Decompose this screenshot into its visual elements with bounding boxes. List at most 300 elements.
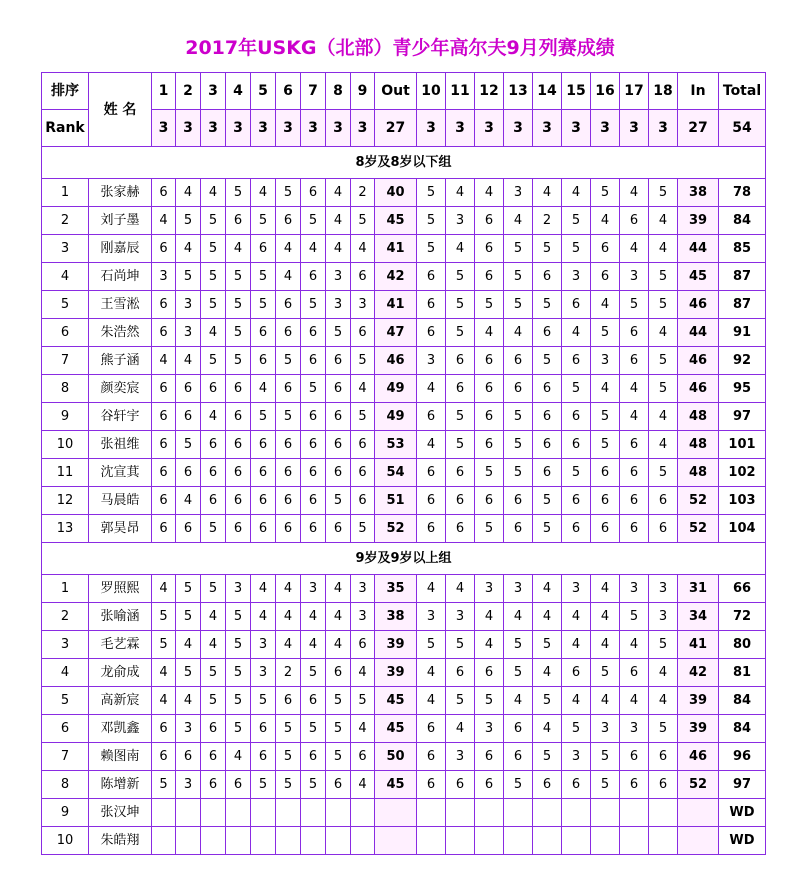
hole-score-cell: 4 xyxy=(649,403,678,431)
hole-score-cell: 5 xyxy=(446,319,475,347)
out-score-cell: 35 xyxy=(375,575,417,603)
hole-score-cell: 6 xyxy=(475,743,504,771)
hole-score-cell: 4 xyxy=(649,207,678,235)
hole-score-cell: 6 xyxy=(276,375,301,403)
rank-cell: 9 xyxy=(42,799,89,827)
hole-score-cell: 5 xyxy=(446,631,475,659)
hole-score-cell: 4 xyxy=(649,235,678,263)
hole-score-cell: 6 xyxy=(326,459,351,487)
hole-header: 14 xyxy=(533,73,562,110)
hole-score-cell: 3 xyxy=(417,603,446,631)
out-score-cell: 52 xyxy=(375,515,417,543)
table-row xyxy=(42,375,766,403)
hole-score-cell: 6 xyxy=(152,715,176,743)
player-name-cell: 谷轩宇 xyxy=(89,403,152,431)
hole-score-cell: 3 xyxy=(351,575,375,603)
hole-score-cell: 6 xyxy=(475,403,504,431)
hole-score-cell: 6 xyxy=(504,715,533,743)
hole-score-cell: 6 xyxy=(326,515,351,543)
hole-score-cell: 4 xyxy=(562,319,591,347)
hole-score-cell: 3 xyxy=(176,291,201,319)
hole-score-cell: 5 xyxy=(226,347,251,375)
hole-score-cell xyxy=(301,799,326,827)
hole-score-cell xyxy=(562,799,591,827)
out-score-cell: 45 xyxy=(375,771,417,799)
hole-score-cell: 5 xyxy=(649,179,678,207)
in-score-cell xyxy=(678,827,719,855)
hole-score-cell xyxy=(276,799,301,827)
hole-score-cell: 6 xyxy=(152,319,176,347)
hole-score-cell: 6 xyxy=(301,347,326,375)
par-cell: 3 xyxy=(326,110,351,147)
hole-score-cell: 5 xyxy=(504,403,533,431)
hole-score-cell xyxy=(226,799,251,827)
hole-score-cell: 5 xyxy=(326,487,351,515)
hole-score-cell: 5 xyxy=(562,459,591,487)
out-score-cell xyxy=(375,827,417,855)
hole-score-cell: 2 xyxy=(276,659,301,687)
hole-score-cell: 6 xyxy=(301,515,326,543)
hole-score-cell: 6 xyxy=(649,515,678,543)
hole-score-cell: 5 xyxy=(176,207,201,235)
hole-score-cell: 5 xyxy=(562,375,591,403)
hole-score-cell: 4 xyxy=(276,575,301,603)
hole-score-cell: 6 xyxy=(562,291,591,319)
hole-score-cell xyxy=(649,799,678,827)
hole-score-cell: 4 xyxy=(562,603,591,631)
hole-score-cell: 2 xyxy=(351,179,375,207)
hole-score-cell: 4 xyxy=(152,207,176,235)
hole-score-cell: 6 xyxy=(251,319,276,347)
total-score-cell: 84 xyxy=(719,687,766,715)
hole-score-cell: 6 xyxy=(152,235,176,263)
hole-score-cell: 4 xyxy=(591,575,620,603)
table-row xyxy=(42,603,766,631)
hole-score-cell: 5 xyxy=(351,687,375,715)
hole-score-cell: 4 xyxy=(562,179,591,207)
rank-cell: 10 xyxy=(42,827,89,855)
hole-score-cell: 4 xyxy=(152,347,176,375)
in-score-cell: 48 xyxy=(678,403,719,431)
hole-header: 6 xyxy=(276,73,301,110)
total-score-cell: 85 xyxy=(719,235,766,263)
hole-score-cell: 6 xyxy=(201,715,226,743)
hole-score-cell: 3 xyxy=(591,715,620,743)
table-row xyxy=(42,631,766,659)
hole-score-cell: 6 xyxy=(533,431,562,459)
in-score-cell: 31 xyxy=(678,575,719,603)
hole-score-cell: 3 xyxy=(562,743,591,771)
out-score-cell: 45 xyxy=(375,687,417,715)
hole-score-cell: 4 xyxy=(176,235,201,263)
total-score-cell: 104 xyxy=(719,515,766,543)
hole-score-cell: 4 xyxy=(504,319,533,347)
in-score-cell: 52 xyxy=(678,771,719,799)
hole-score-cell: 5 xyxy=(226,715,251,743)
hole-score-cell: 6 xyxy=(276,687,301,715)
hole-score-cell xyxy=(446,827,475,855)
hole-score-cell: 4 xyxy=(417,687,446,715)
hole-score-cell: 4 xyxy=(533,659,562,687)
hole-score-cell: 6 xyxy=(475,659,504,687)
rank-header-cn: 排序 xyxy=(42,73,89,110)
hole-score-cell: 4 xyxy=(326,631,351,659)
hole-header: 5 xyxy=(251,73,276,110)
in-score-cell: 45 xyxy=(678,263,719,291)
hole-score-cell: 6 xyxy=(446,771,475,799)
hole-score-cell: 4 xyxy=(591,375,620,403)
hole-score-cell: 6 xyxy=(620,771,649,799)
hole-score-cell: 6 xyxy=(176,459,201,487)
hole-score-cell: 4 xyxy=(591,207,620,235)
hole-score-cell: 6 xyxy=(351,487,375,515)
rank-cell: 5 xyxy=(42,687,89,715)
hole-score-cell: 5 xyxy=(446,291,475,319)
par-cell: 3 xyxy=(251,110,276,147)
hole-score-cell: 5 xyxy=(276,347,301,375)
hole-score-cell: 6 xyxy=(562,487,591,515)
par-cell: 3 xyxy=(504,110,533,147)
in-score-cell: 46 xyxy=(678,375,719,403)
hole-score-cell xyxy=(446,799,475,827)
hole-score-cell: 5 xyxy=(649,459,678,487)
hole-score-cell: 2 xyxy=(533,207,562,235)
hole-score-cell: 5 xyxy=(504,459,533,487)
par-cell: 3 xyxy=(591,110,620,147)
hole-score-cell: 5 xyxy=(251,403,276,431)
in-score-cell: 46 xyxy=(678,743,719,771)
out-score-cell: 50 xyxy=(375,743,417,771)
in-score-cell: 44 xyxy=(678,319,719,347)
hole-score-cell: 6 xyxy=(251,515,276,543)
hole-header: 3 xyxy=(201,73,226,110)
hole-score-cell: 4 xyxy=(276,235,301,263)
total-score-cell: 97 xyxy=(719,771,766,799)
par-out-cell: 27 xyxy=(375,110,417,147)
hole-score-cell: 6 xyxy=(152,291,176,319)
hole-score-cell: 5 xyxy=(176,603,201,631)
rank-cell: 2 xyxy=(42,603,89,631)
total-score-cell: 87 xyxy=(719,263,766,291)
table-row xyxy=(42,235,766,263)
hole-score-cell: 6 xyxy=(176,403,201,431)
hole-score-cell: 6 xyxy=(226,459,251,487)
out-score-cell: 45 xyxy=(375,207,417,235)
hole-score-cell: 3 xyxy=(326,291,351,319)
hole-score-cell xyxy=(152,799,176,827)
rank-cell: 11 xyxy=(42,459,89,487)
hole-score-cell: 4 xyxy=(301,235,326,263)
hole-score-cell: 4 xyxy=(251,179,276,207)
hole-score-cell: 5 xyxy=(152,631,176,659)
hole-score-cell: 4 xyxy=(152,659,176,687)
hole-score-cell: 6 xyxy=(475,431,504,459)
hole-score-cell: 6 xyxy=(475,263,504,291)
hole-score-cell xyxy=(591,799,620,827)
hole-score-cell xyxy=(201,799,226,827)
in-header: In xyxy=(678,73,719,110)
hole-score-cell: 5 xyxy=(562,235,591,263)
hole-score-cell: 6 xyxy=(533,771,562,799)
out-score-cell: 53 xyxy=(375,431,417,459)
hole-score-cell: 6 xyxy=(176,375,201,403)
hole-score-cell xyxy=(620,799,649,827)
hole-score-cell: 6 xyxy=(351,319,375,347)
hole-header: 10 xyxy=(417,73,446,110)
hole-score-cell: 4 xyxy=(351,235,375,263)
hole-score-cell xyxy=(562,827,591,855)
hole-header: 16 xyxy=(591,73,620,110)
hole-score-cell: 4 xyxy=(620,631,649,659)
hole-score-cell: 6 xyxy=(533,263,562,291)
hole-score-cell: 6 xyxy=(176,743,201,771)
hole-score-cell: 5 xyxy=(649,263,678,291)
in-score-cell: 38 xyxy=(678,179,719,207)
hole-score-cell: 4 xyxy=(620,179,649,207)
hole-score-cell: 6 xyxy=(276,207,301,235)
hole-score-cell: 4 xyxy=(326,207,351,235)
hole-score-cell: 5 xyxy=(620,603,649,631)
hole-score-cell xyxy=(351,827,375,855)
hole-score-cell: 5 xyxy=(276,715,301,743)
hole-score-cell: 6 xyxy=(417,403,446,431)
hole-score-cell: 3 xyxy=(326,263,351,291)
hole-score-cell: 6 xyxy=(417,459,446,487)
hole-score-cell: 6 xyxy=(475,375,504,403)
rank-cell: 7 xyxy=(42,743,89,771)
hole-score-cell: 6 xyxy=(326,431,351,459)
hole-score-cell: 5 xyxy=(533,487,562,515)
hole-score-cell: 5 xyxy=(251,771,276,799)
hole-score-cell: 6 xyxy=(649,771,678,799)
hole-score-cell: 4 xyxy=(152,687,176,715)
hole-score-cell xyxy=(533,827,562,855)
hole-score-cell xyxy=(351,799,375,827)
out-score-cell: 51 xyxy=(375,487,417,515)
hole-score-cell: 4 xyxy=(533,603,562,631)
in-score-cell: 42 xyxy=(678,659,719,687)
hole-score-cell: 4 xyxy=(417,659,446,687)
hole-score-cell: 5 xyxy=(533,515,562,543)
hole-score-cell: 5 xyxy=(251,291,276,319)
hole-score-cell: 6 xyxy=(251,235,276,263)
hole-score-cell: 5 xyxy=(446,263,475,291)
hole-score-cell: 6 xyxy=(475,487,504,515)
hole-score-cell: 5 xyxy=(351,403,375,431)
hole-score-cell: 6 xyxy=(152,515,176,543)
hole-score-cell: 5 xyxy=(533,235,562,263)
page-title: 2017年USKG（北部）青少年高尔夫9月列赛成绩 xyxy=(185,37,615,59)
hole-score-cell: 6 xyxy=(351,263,375,291)
hole-score-cell: 6 xyxy=(201,771,226,799)
par-cell: 3 xyxy=(417,110,446,147)
hole-score-cell: 6 xyxy=(620,743,649,771)
hole-score-cell: 5 xyxy=(226,263,251,291)
hole-score-cell: 6 xyxy=(152,403,176,431)
group-title: 9岁及9岁以上组 xyxy=(42,543,766,575)
hole-score-cell: 5 xyxy=(649,291,678,319)
hole-score-cell: 5 xyxy=(226,687,251,715)
hole-score-cell: 5 xyxy=(533,291,562,319)
par-cell: 3 xyxy=(201,110,226,147)
hole-score-cell: 3 xyxy=(176,771,201,799)
par-cell: 3 xyxy=(226,110,251,147)
hole-score-cell: 4 xyxy=(504,687,533,715)
in-score-cell: 44 xyxy=(678,235,719,263)
par-cell: 3 xyxy=(446,110,475,147)
out-score-cell: 41 xyxy=(375,235,417,263)
hole-score-cell: 6 xyxy=(620,207,649,235)
hole-score-cell: 4 xyxy=(620,235,649,263)
hole-score-cell: 6 xyxy=(326,375,351,403)
hole-score-cell: 6 xyxy=(226,431,251,459)
hole-score-cell: 4 xyxy=(533,575,562,603)
player-name-cell: 郭昊昂 xyxy=(89,515,152,543)
hole-score-cell: 5 xyxy=(301,375,326,403)
hole-score-cell: 6 xyxy=(226,403,251,431)
hole-score-cell: 5 xyxy=(326,319,351,347)
out-score-cell: 49 xyxy=(375,403,417,431)
hole-header: 9 xyxy=(351,73,375,110)
rank-cell: 8 xyxy=(42,375,89,403)
hole-score-cell: 6 xyxy=(446,487,475,515)
hole-score-cell: 5 xyxy=(201,291,226,319)
hole-score-cell: 6 xyxy=(562,431,591,459)
rank-cell: 5 xyxy=(42,291,89,319)
hole-header: 13 xyxy=(504,73,533,110)
hole-header: 4 xyxy=(226,73,251,110)
hole-score-cell: 4 xyxy=(176,179,201,207)
hole-score-cell: 6 xyxy=(251,487,276,515)
hole-score-cell xyxy=(533,799,562,827)
hole-score-cell: 4 xyxy=(351,375,375,403)
hole-score-cell: 6 xyxy=(620,459,649,487)
hole-score-cell xyxy=(326,827,351,855)
hole-score-cell: 5 xyxy=(176,263,201,291)
hole-header: 8 xyxy=(326,73,351,110)
total-score-cell: WD xyxy=(719,799,766,827)
total-header: Total xyxy=(719,73,766,110)
hole-score-cell: 6 xyxy=(301,403,326,431)
hole-score-cell: 6 xyxy=(201,487,226,515)
hole-score-cell: 5 xyxy=(649,715,678,743)
hole-score-cell: 4 xyxy=(176,347,201,375)
hole-score-cell xyxy=(475,827,504,855)
player-name-cell: 张汉坤 xyxy=(89,799,152,827)
total-score-cell: 92 xyxy=(719,347,766,375)
hole-score-cell: 6 xyxy=(417,743,446,771)
player-name-cell: 罗照熙 xyxy=(89,575,152,603)
hole-score-cell: 3 xyxy=(562,263,591,291)
hole-score-cell: 4 xyxy=(620,687,649,715)
score-table-body xyxy=(42,147,766,855)
rank-cell: 12 xyxy=(42,487,89,515)
hole-score-cell xyxy=(152,827,176,855)
hole-score-cell: 5 xyxy=(475,459,504,487)
in-score-cell: 52 xyxy=(678,487,719,515)
hole-score-cell: 3 xyxy=(620,575,649,603)
hole-score-cell: 6 xyxy=(475,235,504,263)
hole-score-cell: 5 xyxy=(591,431,620,459)
hole-score-cell: 4 xyxy=(226,743,251,771)
rank-cell: 13 xyxy=(42,515,89,543)
hole-score-cell: 6 xyxy=(276,319,301,347)
hole-score-cell: 4 xyxy=(504,207,533,235)
par-total-cell: 54 xyxy=(719,110,766,147)
in-score-cell: 39 xyxy=(678,715,719,743)
hole-score-cell: 6 xyxy=(301,459,326,487)
group-header-row xyxy=(42,543,766,575)
out-score-cell: 47 xyxy=(375,319,417,347)
hole-score-cell: 6 xyxy=(417,487,446,515)
total-score-cell: 72 xyxy=(719,603,766,631)
hole-score-cell: 4 xyxy=(152,575,176,603)
hole-score-cell: 5 xyxy=(351,207,375,235)
hole-score-cell: 4 xyxy=(276,263,301,291)
hole-score-cell: 5 xyxy=(475,687,504,715)
hole-score-cell: 6 xyxy=(504,515,533,543)
hole-score-cell: 6 xyxy=(152,431,176,459)
group-header-row xyxy=(42,147,766,179)
out-score-cell: 49 xyxy=(375,375,417,403)
hole-score-cell xyxy=(226,827,251,855)
hole-score-cell: 5 xyxy=(201,659,226,687)
hole-score-cell: 5 xyxy=(176,431,201,459)
hole-score-cell: 3 xyxy=(504,575,533,603)
hole-score-cell xyxy=(251,827,276,855)
hole-header: 18 xyxy=(649,73,678,110)
in-score-cell: 48 xyxy=(678,459,719,487)
hole-score-cell: 5 xyxy=(326,743,351,771)
hole-score-cell: 4 xyxy=(475,179,504,207)
hole-score-cell: 3 xyxy=(562,575,591,603)
player-name-cell: 刘子墨 xyxy=(89,207,152,235)
hole-score-cell: 6 xyxy=(504,347,533,375)
player-name-cell: 颜奕宸 xyxy=(89,375,152,403)
hole-score-cell: 5 xyxy=(446,687,475,715)
rank-cell: 10 xyxy=(42,431,89,459)
name-header: 姓 名 xyxy=(89,73,152,147)
hole-score-cell: 5 xyxy=(562,715,591,743)
table-row xyxy=(42,771,766,799)
hole-score-cell: 6 xyxy=(226,487,251,515)
hole-score-cell: 5 xyxy=(201,347,226,375)
hole-score-cell: 4 xyxy=(475,631,504,659)
hole-score-cell: 6 xyxy=(446,659,475,687)
table-row xyxy=(42,291,766,319)
out-score-cell: 39 xyxy=(375,631,417,659)
hole-score-cell: 5 xyxy=(301,207,326,235)
hole-header: 7 xyxy=(301,73,326,110)
out-score-cell: 42 xyxy=(375,263,417,291)
hole-score-cell: 6 xyxy=(475,347,504,375)
rank-cell: 4 xyxy=(42,263,89,291)
out-score-cell: 45 xyxy=(375,715,417,743)
in-score-cell xyxy=(678,799,719,827)
hole-score-cell: 6 xyxy=(301,487,326,515)
out-header: Out xyxy=(375,73,417,110)
hole-score-cell: 4 xyxy=(446,575,475,603)
hole-score-cell: 4 xyxy=(351,659,375,687)
player-name-cell: 沈宣萁 xyxy=(89,459,152,487)
hole-score-cell: 4 xyxy=(446,235,475,263)
hole-score-cell: 5 xyxy=(417,207,446,235)
hole-score-cell: 4 xyxy=(201,603,226,631)
hole-score-cell: 6 xyxy=(251,431,276,459)
hole-score-cell: 5 xyxy=(251,263,276,291)
group-title: 8岁及8岁以下组 xyxy=(42,147,766,179)
hole-score-cell: 4 xyxy=(176,631,201,659)
